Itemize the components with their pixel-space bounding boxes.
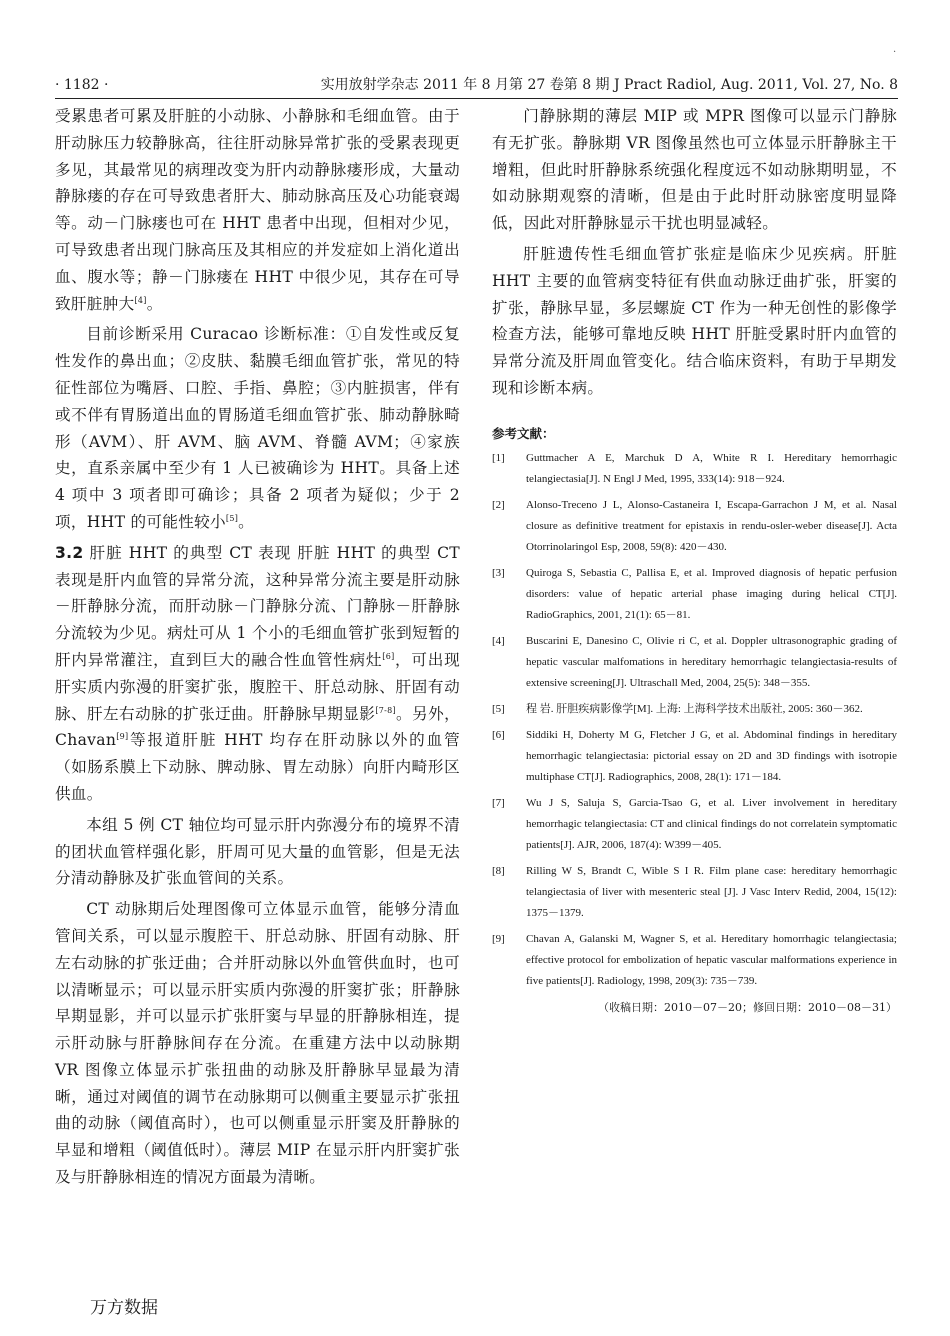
section-number: 3.2 [55, 543, 84, 562]
citation: [9] [116, 732, 129, 742]
citation: [6] [382, 651, 395, 661]
reference-number: [8] [492, 864, 505, 877]
reference-item [492, 861, 897, 924]
section-text: 。另外，Chavan [55, 704, 460, 750]
paragraph-portal-phase: 门静脉期的薄层 MIP 或 MPR 图像可以显示门静脉有无扩张。静脉期 VR 图像虽然也可立体显示肝静脉主干增粗，但此时肝静脉系统强化程度远不如动脉期明显，不如动脉期观察的清晰，但是由于此时肝动脉密度明显降低，因此对肝静脉显示干扰也明显减轻。 [492, 107, 897, 233]
section-text: 等报道肝脏 HHT 均存在肝动脉以外的血管（如肠系膜上下动脉、脾动脉、胃左动脉）向肝内畸形区供血。 [55, 731, 460, 803]
journal-info: 实用放射学杂志 2011 年 8 月第 27 卷第 8 期 J Pract Radiol, Aug. 2011, Vol. 27, No. 8 [320, 77, 898, 93]
paragraph-text: 受累患者可累及肝脏的小动脉、小静脉和毛细血管。由于肝动脉压力较静脉高，往往肝动脉异常扩张的受累表现更多见，其最常见的病理改变为肝内动静脉瘘形成，大量动静脉瘘的存在可导致患者肝大、肺动脉高压及心功能衰竭等。动－门脉瘘也可在 HHT 患者中出现，但相对少见，可导致患者出现门脉高压及其相应的并发症如上消化道出血、腹水等；静－门脉瘘在 HHT 中很少见，其存在可导致肝脏肿大 [55, 107, 460, 313]
reference-text: Quiroga S, Sebastia C, Pallisa E, et al. Improved diagnosis of hepatic perfusion disorders: value of hepatic arterial phase imaging during helical CT[J]. RadioGraphics, 2001, 21(1): 65－81. [526, 566, 897, 621]
paragraph-continuation [55, 103, 460, 317]
section-title: 肝脏 HHT 的典型 CT 表现 [83, 543, 298, 562]
reference-number: [4] [492, 634, 505, 647]
reference-item [492, 793, 897, 856]
paragraph-text: 目前诊断采用 Curacao 诊断标准：①自发性或反复性发作的鼻出血；②皮肤、黏膜毛细血管扩张，常见的特征性部位为嘴唇、口腔、手指、鼻腔；③内脏损害，伴有或不伴有胃肠道出血的胃肠道毛细血管扩张、肺动静脉畸形（AVM）、肝 AVM、脑 AVM、脊髓 AVM；④家族史，直系亲属中至少有 1 人已被确诊为 HHT。具备上述 4 项中 3 项者即可确诊；具备 2 项者为疑似；少于 2 项，HHT 的可能性较小 [55, 325, 460, 531]
right-column [492, 103, 897, 1018]
citation: [7-8] [375, 705, 396, 715]
reference-text: Chavan A, Galanski M, Wagner S, et al. Hereditary homorrhagic telangiectasia; effective protocol for embolization of hepatic vascular malformations experience in five patients[J]. Radiology, 1998, 209(3): 735－739. [526, 932, 897, 987]
reference-item [492, 699, 897, 720]
reference-item [492, 563, 897, 626]
reference-number: [7] [492, 796, 505, 809]
reference-number: [9] [492, 932, 505, 945]
running-header [55, 76, 898, 99]
paragraph-ct-arterial: CT 动脉期后处理图像可立体显示血管，能够分清血管间关系，可以显示腹腔干、肝总动脉、肝固有动脉、肝左右动脉的扩张迂曲；合并肝动脉以外血管供血时，也可以清晰显示；可以显示肝实质内弥漫的肝窦扩张；肝静脉早期显影，并可以显示扩张肝窦与早显的肝静脉相连，提示肝动脉与肝静脉间存在分流。在重建方法中以动脉期 VR 图像立体显示扩张扭曲的动脉及肝静脉早显最为清晰，通过对阈值的调节在动脉期可以侧重主要显示扩张扭曲的动脉（阈值高时），也可以侧重显示肝窦及肝静脉的早显和增粗（阈值低时）。薄层 MIP 在显示肝内肝窦扩张及与肝静脉相连的情况方面最为清晰。 [55, 900, 460, 1187]
reference-item [492, 725, 897, 788]
reference-number: [3] [492, 566, 505, 579]
section-text: 肝脏 HHT 的典型 CT 表现是肝内血管的异常分流，这种异常分流主要是肝动脉－肝静脉分流，而肝动脉－门静脉分流、门静脉－肝静脉分流较为少见。病灶可从 1 个小的毛细血管扩张到短暂的肝内异常灌注，直到巨大的融合性血管性病灶 [55, 543, 461, 669]
received-revised-dates: （收稿日期：2010－07－20；修回日期：2010－08－31） [598, 1000, 897, 1014]
left-column [55, 103, 460, 1191]
reference-number: [5] [492, 702, 505, 715]
references-heading: 参考文献： [492, 425, 555, 441]
reference-text: Alonso-Treceno J L, Alonso-Castaneira I, Escapa-Garrachon J M, et al. Nasal closure as definitive treatment for epistaxis in rendu-osler-weber disease[J]. Acta Otorrinolaringol Esp, 2008, 59(8): 420－430. [526, 498, 897, 553]
citation: [4] [134, 295, 147, 305]
reference-list [492, 448, 897, 992]
paragraph-diagnosis-criteria [55, 321, 460, 535]
watermark-footer: 万方数据 [90, 1298, 158, 1318]
page-number: · 1182 · [55, 77, 109, 93]
section-3-2 [55, 540, 460, 808]
reference-text: Siddiki H, Doherty M G, Fletcher J G, et al. Abdominal findings in hereditary hemorrhagic telangiectasia: pictorial essay on 2D and 3D findings with isotropie multiphase CT[J]. Radiographics, 2008, 28(1): 171－184. [526, 728, 897, 783]
reference-item [492, 495, 897, 558]
corner-mark: . [893, 44, 897, 55]
paragraph-conclusion: 肝脏遗传性毛细血管扩张症是临床少见疾病。肝脏 HHT 主要的血管病变特征有供血动脉迂曲扩张，肝窦的扩张，静脉早显，多层螺旋 CT 作为一种无创性的影像学检查方法，能够可靠地反映 HHT 肝脏受累时肝内血管的异常分流及肝周血管变化。结合临床资料，有助于早期发现和诊断本病。 [492, 244, 897, 397]
reference-item [492, 929, 897, 992]
reference-text: Wu J S, Saluja S, Garcia-Tsao G, et al. Liver involvement in hereditary hemorrhagic telangiectasia: CT and clinical findings do not correlatein symptomatic patients[J]. AJR, 2006, 187(4): W399－405. [526, 796, 897, 851]
reference-text: Rilling W S, Brandt C, Wible S I R. Film plane case: hereditary hemorrhagic telangiectasia of liver with mesenteric steal [J]. J Vasc Interv Redid, 2004, 15(12): 1375－1379. [526, 864, 897, 919]
reference-number: [1] [492, 451, 505, 464]
reference-number: [2] [492, 498, 505, 511]
citation: [5] [225, 513, 239, 523]
reference-text: Guttmacher A E, Marchuk D A, White R I. Hereditary hemorrhagic telangiectasia[J]. N Engl J Med, 1995, 333(14): 918－924. [526, 451, 897, 485]
reference-item [492, 448, 897, 490]
reference-item [492, 631, 897, 694]
paragraph-end: 。 [238, 512, 255, 531]
reference-text: Buscarini E, Danesino C, Olivie ri C, et al. Doppler ultrasonographic grading of hepatic vascular malfomations in hereditary hemorrhagic telangiectasia-results of extensive screening[J]. Ultraschall Med, 2004, 25(5): 348－355. [526, 634, 897, 689]
paragraph-ct-axial: 本组 5 例 CT 轴位均可显示肝内弥漫分布的境界不清的团状血管样强化影，肝周可见大量的血管影，但是无法分清动静脉及扩张血管间的关系。 [55, 815, 460, 888]
paragraph-end: 。 [146, 294, 163, 313]
section-text: ，可出现肝实质内弥漫的肝窦扩张，腹腔干、肝总动脉、肝固有动脉、肝左右动脉的扩张迂曲。肝静脉早期显影 [55, 650, 460, 723]
reference-text: 程 岩. 肝胆疾病影像学[M]. 上海: 上海科学技术出版社, 2005: 360－362. [526, 702, 863, 715]
reference-number: [6] [492, 728, 505, 741]
